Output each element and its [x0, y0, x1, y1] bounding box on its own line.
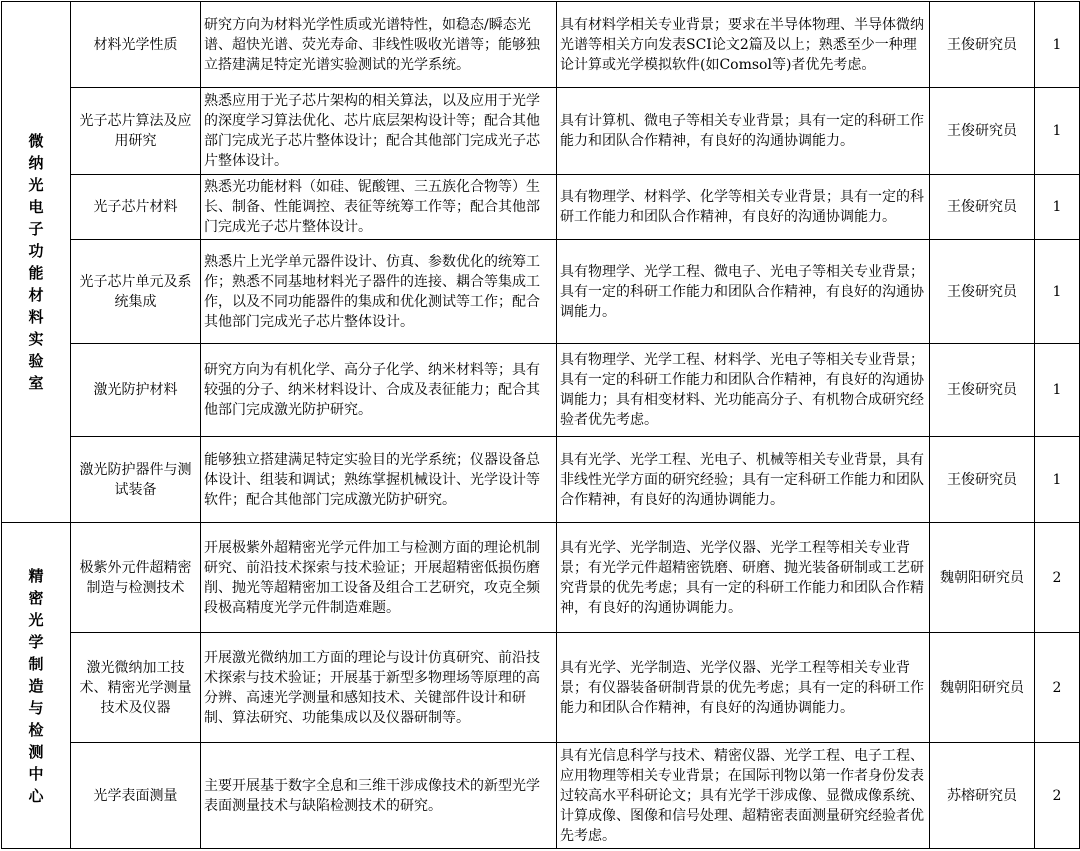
- department-name: 微纳光电子功能材料实验室: [28, 132, 44, 392]
- job-description: 研究方向为有机化学、高分子化学、纳米材料等；具有较强的分子、纳米材料设计、合成及表征能力；配合其他部门完成激光防护研究。: [201, 344, 557, 437]
- job-description: 主要开展基于数字全息和三维干涉成像技术的新型光学表面测量技术与缺陷检测技术的研究。: [201, 743, 557, 849]
- job-requirement: 具有物理学、材料学、化学等相关专业背景；具有一定的科研工作能力和团队合作精神，有良好的沟通协调能力。: [557, 175, 930, 240]
- job-requirement: 具有光学、光学制造、光学仪器、光学工程等相关专业背景；有仪器装备研制背景的优先考虑；具有一定的科研工作能力和团队合作精神，有良好的沟通协调能力。: [557, 633, 930, 743]
- department-cell: [2, 2, 71, 523]
- headcount: 1: [1035, 437, 1080, 523]
- job-requirement: 具有光学、光学制造、光学仪器、光学工程等相关专业背景；有光学元件超精密铣磨、研磨、抛光装备研制或工艺研究背景的优先考虑；具有一定的科研工作能力和团队合作精神，有良好的沟通协调能力。: [557, 523, 930, 633]
- job-requirement: 具有物理学、光学工程、材料学、光电子等相关专业背景；具有一定的科研工作能力和团队合作精神，有良好的沟通协调能力；具有相变材料、光功能高分子、有机物合成研究经验者优先考虑。: [557, 344, 930, 437]
- research-direction: 激光防护材料: [71, 344, 201, 437]
- headcount: 1: [1035, 240, 1080, 344]
- headcount: 1: [1035, 175, 1080, 240]
- headcount: 2: [1035, 523, 1080, 633]
- job-description: 能够独立搭建满足特定实验目的光学系统；仪器设备总体设计、组装和调试；熟练掌握机械设计、光学设计等软件；配合其他部门完成激光防护研究。: [201, 437, 557, 523]
- job-description: 开展激光微纳加工方面的理论与设计仿真研究、前沿技术探索与技术验证；开展基于新型多物理场等原理的高分辨、高速光学测量和感知技术、关键部件设计和研制、算法研究、功能集成以及仪器研制等。: [201, 633, 557, 743]
- job-description: 研究方向为材料光学性质或光谱特性，如稳态/瞬态光谱、超快光谱、荧光寿命、非线性吸收光谱等；能够独立搭建满足特定光谱实验测试的光学系统。: [201, 2, 557, 88]
- table-row: [2, 633, 1080, 743]
- table-row: [2, 344, 1080, 437]
- supervisor: 王俊研究员: [930, 240, 1035, 344]
- research-direction: 光学表面测量: [71, 743, 201, 849]
- research-direction: 光子芯片算法及应用研究: [71, 88, 201, 175]
- supervisor: 王俊研究员: [930, 2, 1035, 88]
- supervisor: 王俊研究员: [930, 88, 1035, 175]
- department-cell: [2, 523, 71, 849]
- job-requirement: 具有计算机、微电子等相关专业背景；具有一定的科研工作能力和团队合作精神，有良好的沟通协调能力。: [557, 88, 930, 175]
- table-row: [2, 240, 1080, 344]
- table-row: [2, 743, 1080, 849]
- supervisor: 王俊研究员: [930, 437, 1035, 523]
- headcount: 2: [1035, 743, 1080, 849]
- recruitment-table: [1, 1, 1080, 849]
- department-name: 精密光学制造与检测中心: [28, 566, 44, 805]
- table-row: [2, 175, 1080, 240]
- supervisor: 魏朝阳研究员: [930, 633, 1035, 743]
- job-requirement: 具有光信息科学与技术、精密仪器、光学工程、电子工程、应用物理等相关专业背景；在国际刊物以第一作者身份发表过较高水平科研论文；具有光学干涉成像、显微成像系统、计算成像、图像和信号处理、超精密表面测量研究经验者优先考虑。: [557, 743, 930, 849]
- table-row: [2, 2, 1080, 88]
- table-row: [2, 88, 1080, 175]
- research-direction: 激光防护器件与测试装备: [71, 437, 201, 523]
- research-direction: 极紫外元件超精密制造与检测技术: [71, 523, 201, 633]
- job-requirement: 具有光学、光学工程、光电子、机械等相关专业背景，具有非线性光学方面的研究经验；具有一定科研工作能力和团队合作精神，有良好的沟通协调能力。: [557, 437, 930, 523]
- supervisor: 王俊研究员: [930, 344, 1035, 437]
- research-direction: 光子芯片材料: [71, 175, 201, 240]
- job-description: 熟悉光功能材料（如硅、铌酸锂、三五族化合物等）生长、制备、性能调控、表征等统筹工作等；配合其他部门完成光子芯片整体设计。: [201, 175, 557, 240]
- headcount: 2: [1035, 633, 1080, 743]
- job-description: 熟悉应用于光子芯片架构的相关算法，以及应用于光学的深度学习算法优化、芯片底层架构设计等；配合其他部门完成光子芯片整体设计；配合其他部门完成光子芯片整体设计。: [201, 88, 557, 175]
- job-requirement: 具有物理学、光学工程、微电子、光电子等相关专业背景；具有一定的科研工作能力和团队合作精神，有良好的沟通协调能力。: [557, 240, 930, 344]
- job-description: 开展极紫外超精密光学元件加工与检测方面的理论机制研究、前沿技术探索与技术验证；开展超精密低损伤磨削、抛光等超精密加工设备及组合工艺研究，攻克全频段极高精度光学元件制造难题。: [201, 523, 557, 633]
- headcount: 1: [1035, 2, 1080, 88]
- headcount: 1: [1035, 88, 1080, 175]
- headcount: 1: [1035, 344, 1080, 437]
- supervisor: 魏朝阳研究员: [930, 523, 1035, 633]
- supervisor: 王俊研究员: [930, 175, 1035, 240]
- supervisor: 苏榕研究员: [930, 743, 1035, 849]
- job-description: 熟悉片上光学单元器件设计、仿真、参数优化的统筹工作；熟悉不同基地材料光子器件的连接、耦合等集成工作，以及不同功能器件的集成和优化测试等工作；配合其他部门完成光子芯片整体设计。: [201, 240, 557, 344]
- research-direction: 材料光学性质: [71, 2, 201, 88]
- job-requirement: 具有材料学相关专业背景；要求在半导体物理、半导体微纳光谱等相关方向发表SCI论文2篇及以上；熟悉至少一种理论计算或光学模拟软件(如Comsol等)者优先考虑。: [557, 2, 930, 88]
- table-row: [2, 437, 1080, 523]
- research-direction: 光子芯片单元及系统集成: [71, 240, 201, 344]
- table-row: [2, 523, 1080, 633]
- research-direction: 激光微纳加工技术、精密光学测量技术及仪器: [71, 633, 201, 743]
